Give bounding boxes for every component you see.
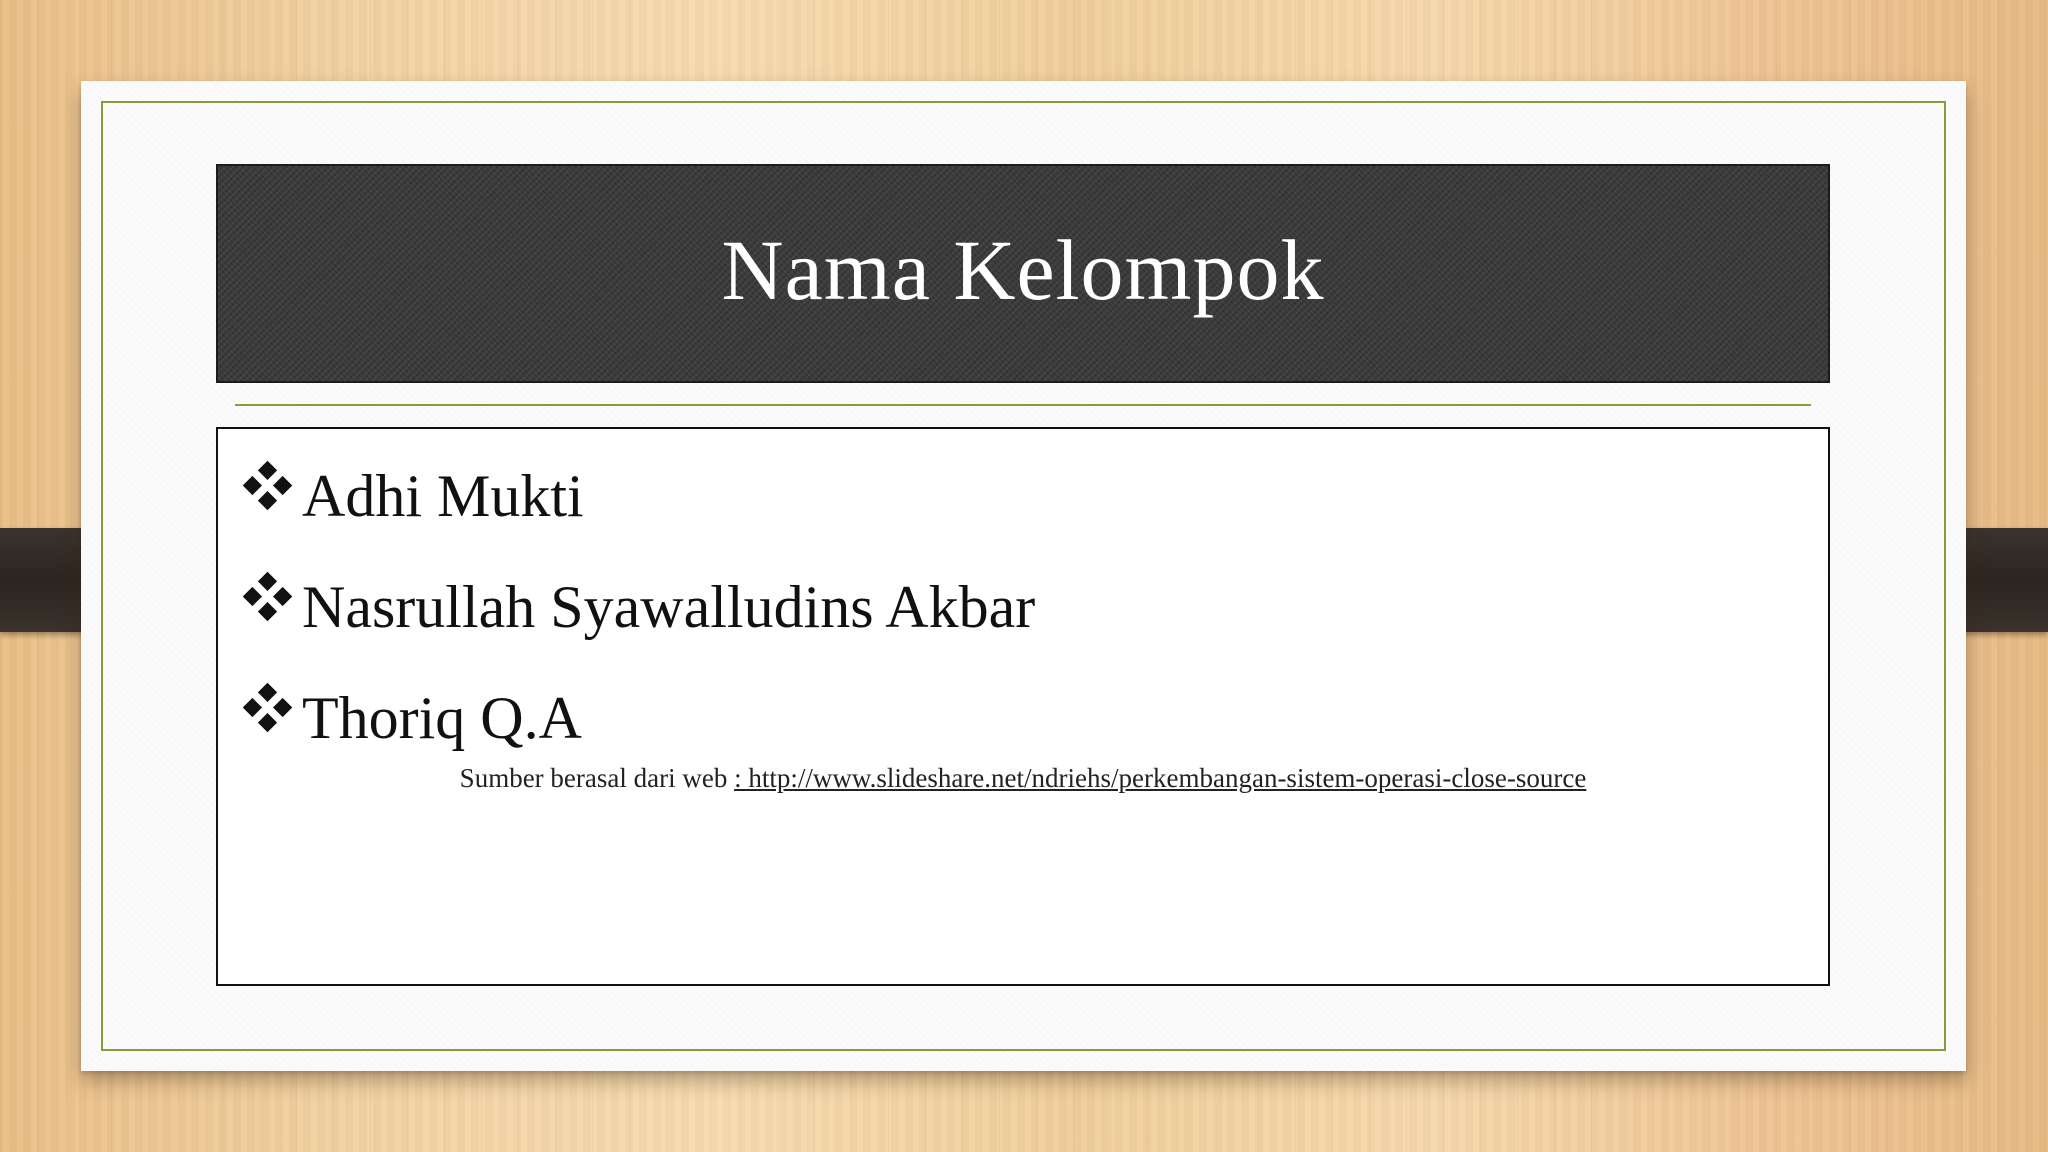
diamond-bullet-icon [240,680,295,735]
source-prefix: Sumber berasal dari web [459,763,735,793]
source-link[interactable]: : http://www.slideshare.net/ndriehs/perkembangan-sistem-operasi-close-source [734,763,1587,793]
list-item [240,663,1035,774]
diamond-bullet-icon [240,569,295,624]
slide-card [81,81,1966,1071]
title-band [216,164,1830,383]
title-divider [235,404,1811,406]
content-box [216,427,1830,986]
diamond-bullet-icon [240,458,295,513]
member-name: Thoriq Q.A [302,685,582,751]
list-item [240,552,1035,663]
list-item [240,441,1035,552]
source-citation [218,763,1828,794]
member-list [240,441,1035,774]
member-name: Nasrullah Syawalludins Akbar [302,574,1036,640]
slide-title: Nama Kelompok [721,221,1325,318]
member-name: Adhi Mukti [302,463,584,529]
